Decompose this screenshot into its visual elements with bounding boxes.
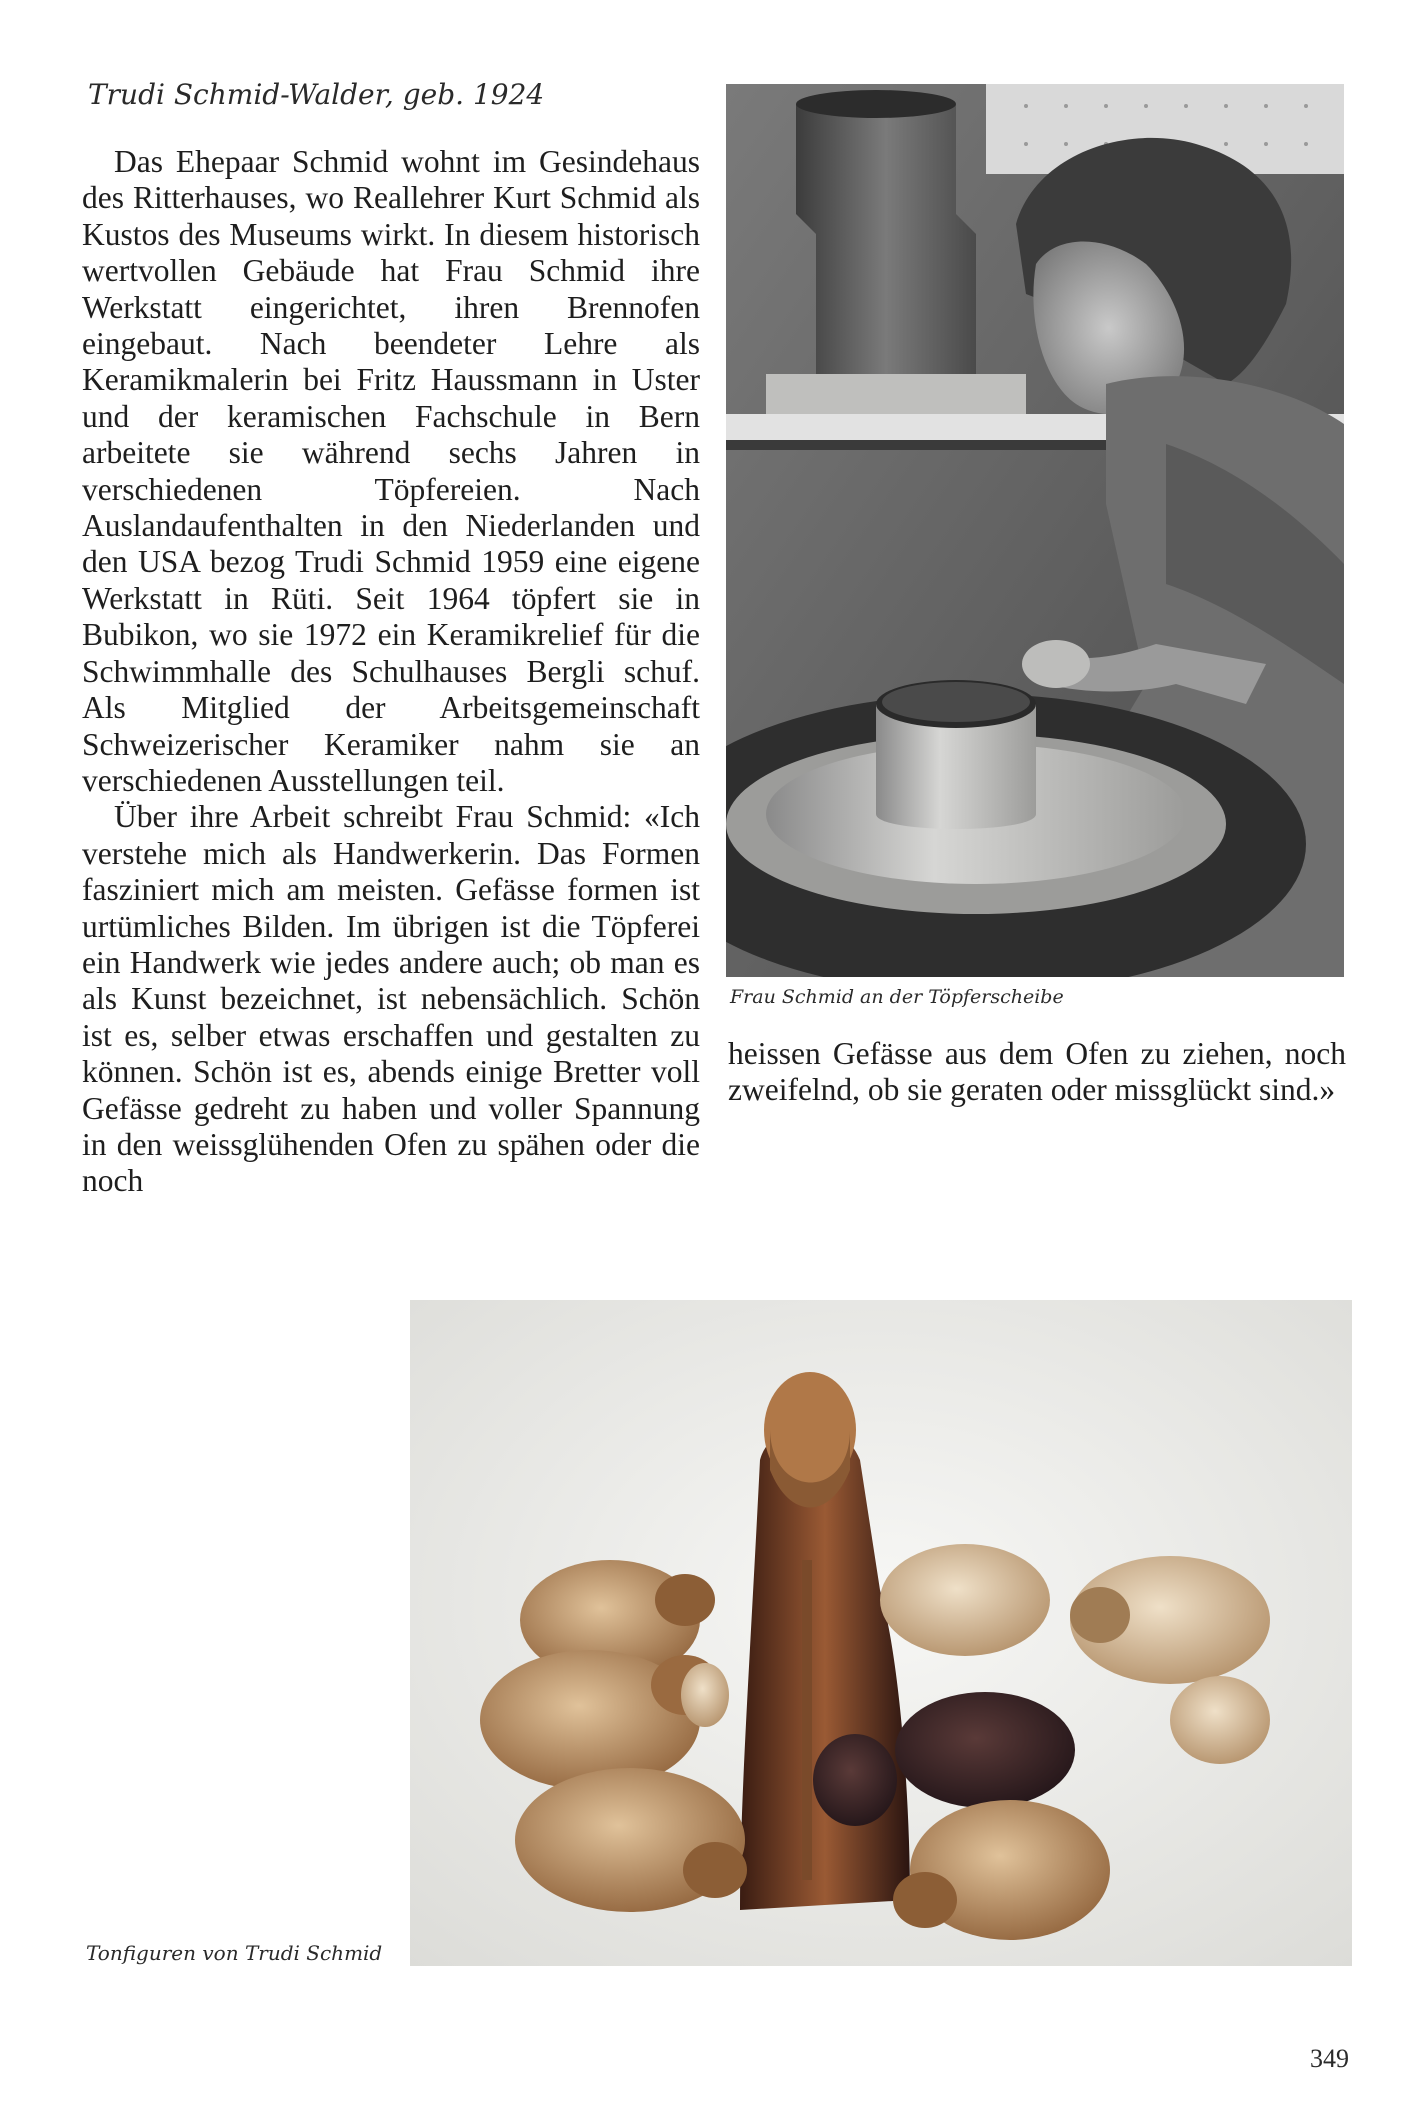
page-number: 349 <box>1310 2044 1349 2073</box>
clay-figures-photo <box>410 1300 1352 1966</box>
author-heading: Trudi Schmid-Walder, geb. 1924 <box>88 78 545 111</box>
figures-photo-caption: Tonfiguren von Trudi Schmid <box>86 1941 383 1965</box>
paragraph-quote-continuation: heissen Gefässe aus dem Ofen zu ziehen, noch zweifelnd, ob sie geraten oder missglückt sind.» <box>728 1036 1346 1108</box>
body-text-column-right <box>728 1036 1346 1109</box>
potter-at-wheel-photo <box>726 84 1344 977</box>
body-text-column-left <box>82 144 700 1200</box>
paragraph-quote: Über ihre Arbeit schreibt Frau Schmid: «Ich verstehe mich als Handwerkerin. Das Formen fasziniert mich am meisten. Gefässe formen ist urtümliches Bilden. Im übrigen ist die Töpferei ein Handwerk wie jedes andere auch; ob man es als Kunst bezeichnet, ist nebensächlich. Schön ist es, selber etwas erschaffen und gestalten zu können. Schön ist es, abends einige Bretter voll Gefässe gedreht zu haben und voller Spannung in den weissglühenden Ofen zu spähen oder die noch <box>82 799 700 1199</box>
potter-photo-caption: Frau Schmid an der Töpferscheibe <box>730 986 1064 1008</box>
paragraph-biography: Das Ehepaar Schmid wohnt im Gesindehaus des Ritterhauses, wo Reallehrer Kurt Schmid als Kustos des Museums wirkt. In diesem historisch wertvollen Gebäude hat Frau Schmid ihre Werkstatt eingerichtet, ihren Brennofen eingebaut. Nach beendeter Lehre als Keramikmalerin bei Fritz Haussmann in Uster und der keramischen Fachschule in Bern arbeitete sie während sechs Jahren in verschiedenen Töpfereien. Nach Auslandaufenthalten in den Niederlanden und den USA bezog Trudi Schmid 1959 eine eigene Werkstatt in Rüti. Seit 1964 töpfert sie in Bubikon, wo sie 1972 ein Keramikrelief für die Schwimmhalle des Schulhauses Bergli schuf. Als Mitglied der Arbeitsgemeinschaft Schweizerischer Keramiker nahm sie an verschiedenen Ausstellungen teil. <box>82 144 700 798</box>
